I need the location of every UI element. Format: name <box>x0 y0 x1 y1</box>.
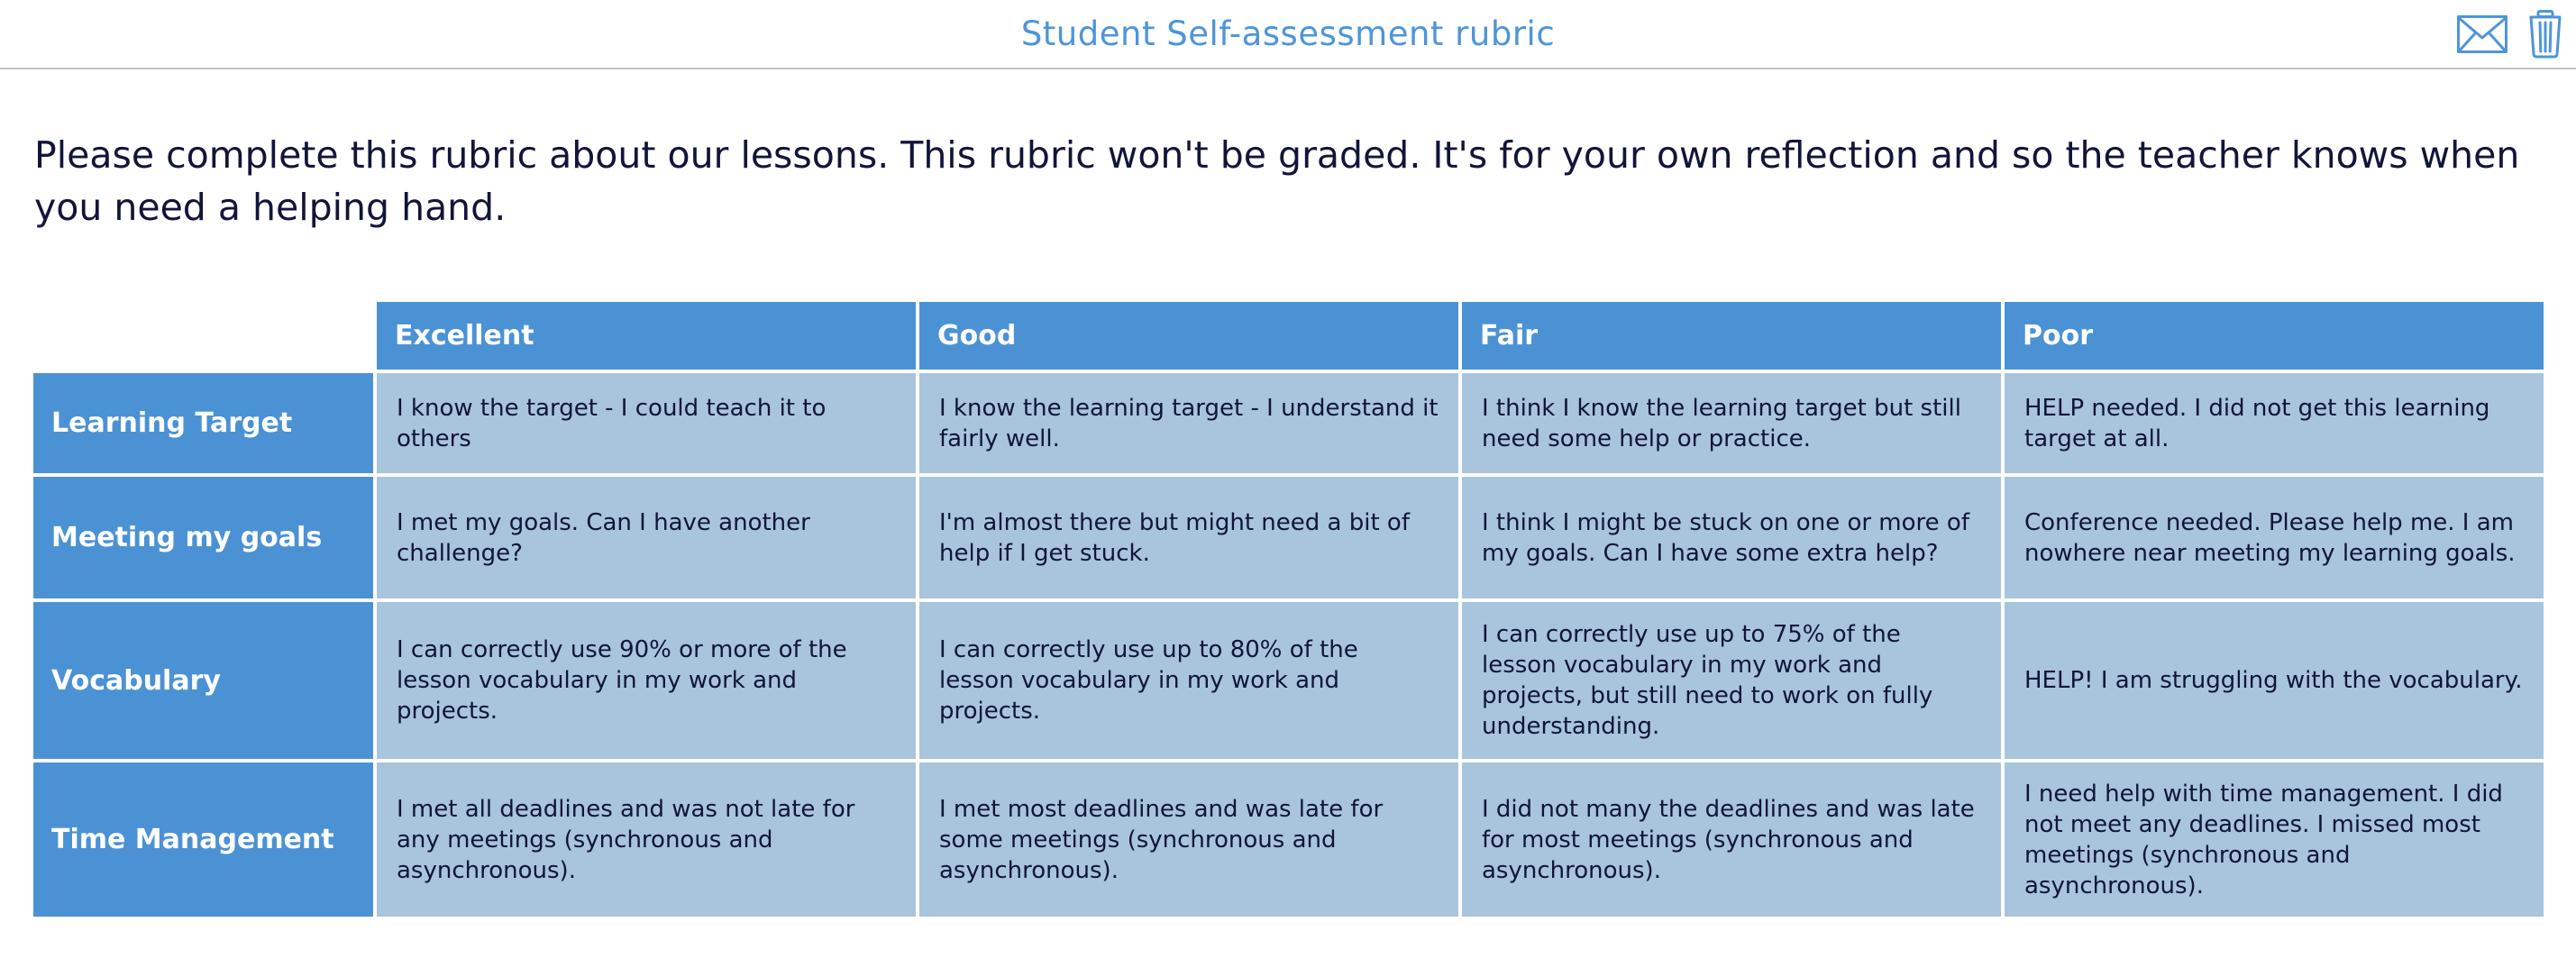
cell-learning-target-good[interactable]: I know the learning target - I understand it fairly well. <box>919 373 1458 473</box>
cell-meeting-my-goals-excellent[interactable]: I met my goals. Can I have another challenge? <box>377 477 916 598</box>
cell-meeting-my-goals-fair[interactable]: I think I might be stuck on one or more of my goals. Can I have some extra help? <box>1462 477 2001 598</box>
cell-learning-target-poor[interactable]: HELP needed. I did not get this learning target at all. <box>2005 373 2544 473</box>
row-label-vocabulary: Vocabulary <box>33 602 373 759</box>
column-header-poor: Poor <box>2005 302 2544 370</box>
cell-time-management-poor[interactable]: I need help with time management. I did not meet any deadlines. I missed most meetings (synchronous and asynchronous). <box>2005 762 2544 917</box>
page-title: Student Self-assessment rubric <box>1020 14 1556 53</box>
row-label-learning-target: Learning Target <box>33 373 373 473</box>
column-header-good: Good <box>919 302 1458 370</box>
cell-vocabulary-fair[interactable]: I can correctly use up to 75% of the lesson vocabulary in my work and projects, but still need to work on fully understanding. <box>1462 602 2001 759</box>
cell-vocabulary-excellent[interactable]: I can correctly use 90% or more of the lesson vocabulary in my work and projects. <box>377 602 916 759</box>
table-corner-cell <box>33 302 373 370</box>
row-label-time-management: Time Management <box>33 762 373 917</box>
column-header-fair: Fair <box>1462 302 2001 370</box>
intro-text: Please complete this rubric about our lessons. This rubric won't be graded. It's for your own reflection and so the teacher knows when you need a helping hand. <box>34 133 2520 230</box>
cell-meeting-my-goals-good[interactable]: I'm almost there but might need a bit of help if I get stuck. <box>919 477 1458 598</box>
cell-learning-target-fair[interactable]: I think I know the learning target but still need some help or practice. <box>1462 373 2001 473</box>
cell-vocabulary-good[interactable]: I can correctly use up to 80% of the lesson vocabulary in my work and projects. <box>919 602 1458 759</box>
cell-vocabulary-poor[interactable]: HELP! I am struggling with the vocabulary. <box>2005 602 2544 759</box>
rubric-table <box>33 302 2544 917</box>
toolbar-icons <box>2457 0 2563 68</box>
cell-meeting-my-goals-poor[interactable]: Conference needed. Please help me. I am nowhere near meeting my learning goals. <box>2005 477 2544 598</box>
cell-time-management-excellent[interactable]: I met all deadlines and was not late for any meetings (synchronous and asynchronous). <box>377 762 916 917</box>
envelope-icon[interactable] <box>2457 15 2507 53</box>
column-header-excellent: Excellent <box>377 302 916 370</box>
cell-learning-target-excellent[interactable]: I know the target - I could teach it to others <box>377 373 916 473</box>
title-bar <box>0 0 2576 69</box>
cell-time-management-good[interactable]: I met most deadlines and was late for some meetings (synchronous and asynchronous). <box>919 762 1458 917</box>
cell-time-management-fair[interactable]: I did not many the deadlines and was late for most meetings (synchronous and asynchronous). <box>1462 762 2001 917</box>
trash-icon[interactable] <box>2527 10 2563 59</box>
row-label-meeting-my-goals: Meeting my goals <box>33 477 373 598</box>
